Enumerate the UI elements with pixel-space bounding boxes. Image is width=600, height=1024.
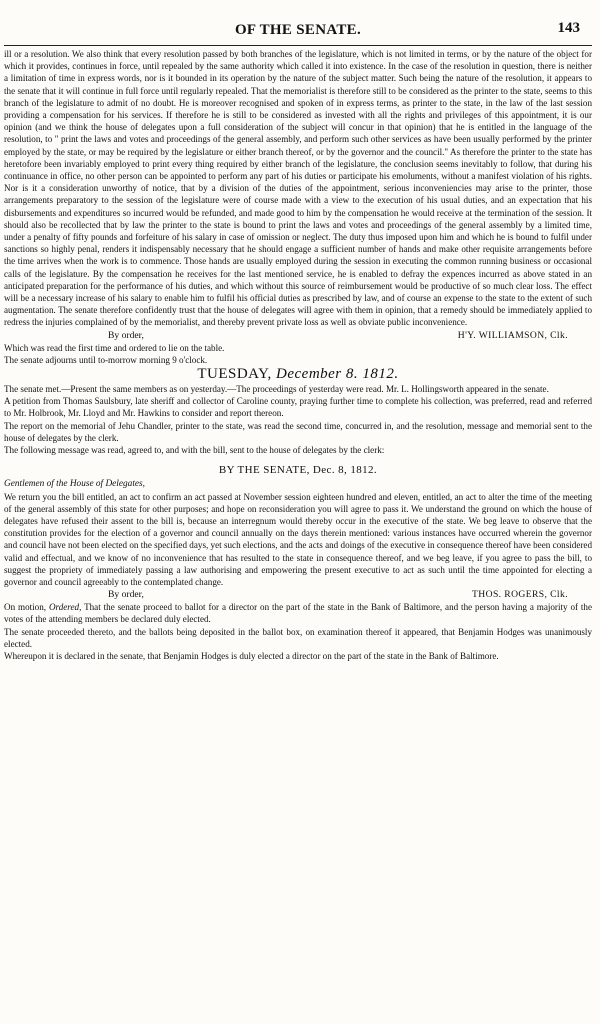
signature-by-order: By order, xyxy=(108,329,144,341)
signature-name: H'Y. WILLIAMSON, Clk. xyxy=(457,329,568,341)
paragraph-memorial-report: ill or a resolution. We also think that every resolution passed by both branches of the legislature, which is not limited in terms, or by the nature of the object for which it provides, continues in force, until repealed by the same authority which called it into existence. In the case of the resolution in question, there is neither a limitation of time in express words, nor is it bounded in its operation by the nature of the subject matter. Such being the nature of the resolution, it appears to the senate that it will continue in full force until regularly repealed. That the memorialist is therefore still to be considered as the printer to the state, seems to this branch of the legislature to admit of no doubt. He is moreover recognised and spoken of in express terms, as printer to the state, in the law of the last session providing a compensation for his services. If therefore he is still to be considered as invested with all the rights and privileges of this appointment, it is our opinion (and we think the house of delegates upon a full consideration of the subject will concur in that opinion) that he is entitled in the language of the resolution, to " print the laws and votes and proceedings of the general assembly, and perform such other services as have been usually performed by the printer employed by the state, or may be required by the legislature or either branch thereof, or by the governor and the council." As therefore the printer to the state has heretofore been invariably employed to print every thing required by either branch of the legislature, the conclusion seems inevitably to follow, that during his continuance in office, no other person can be appointed to perform any part of his duties or participate his emoluments, without a manifest violation of his rights. Nor is it a consideration unworthy of notice, that by a division of the duties of the appointment, serious inconveniencies may arise to the printer, those arrangements preparatory to the session of the legislature were of course made with a view to the execution of his usual duties, and an expectation that his disbursements and expenditures so incurred would be refunded, and made good to him by the compensation he would receive at the termination of the session. It should also be recollected that by law the printer to the state is bound to print the laws and votes and proceedings of the general assembly by a limited time, under a penalty of fifty pounds and forfeiture of his salary in case of omission or neglect. The duty thus imposed upon him and which he is bound to fulfil under sanctions so highly penal, renders it indispensably necessary that he should engage a sufficient number of hands and make other requisite arrangements before the time arrives when the work is to commence. Those hands are usually employed during the session in executing the common running business or occasional calls of the legislature. By the compensation he receives for the last mentioned service, he is enabled to defray the expences incurred as above stated in an anticipated preparation for the performance of his duties, and which without this source of reimbursement would be productive of so much clear loss. The effect will be a necessary increase of his salary to enable him to fulfil his official duties as prescribed by law, and of course an expense to the state to the extent of such augmentation. The senate therefore confidently trust that the house of delegates will agree with them in opinion, that a remedy should be immediately applied to redress the injuries complained of by the memorialist, and thereby prevent private loss as well as obviate public inconvenience. xyxy=(4,49,592,328)
paragraph-message-bill: We return you the bill entitled, an act to confirm an act passed at November session eighteen hundred and eleven, entitled, an act to alter the time of the meeting of the general assembly of this state for other purposes; and hope on reconsideration you will agree to pass it. We understand the ground on which the house of delegates have refused their assent to the bill is, because an interregnum would thereby occur in the executive of the state. We beg leave to observe that the constitution provides for the election of a governor and council annually on the days therein mentioned: various instances have occurred wherein the governor and council have not been elected on the specified days, yet such elections, and the acts and doings of the executive in consequence thereof have been considered valid and effectual, and we know of no inconvenience that has resulted to the state in consequence thereof, and we beg leave, if you agree to pass the bill, to suggest the propriety of immediately passing a law authorising and empowering the present executive to act as such until the time appointed for electing a governor and council agreeably to the contemplated change. xyxy=(4,491,592,587)
signature-name: THOS. ROGERS, Clk. xyxy=(472,589,568,601)
motion-lead: On motion, xyxy=(4,602,49,613)
motion-ordered: Ordered, xyxy=(48,602,82,613)
date-rest: December 8. 1812. xyxy=(276,366,399,383)
paragraph-following-message: The following message was read, agreed to, and with the bill, sent to the house of delegates by the clerk: xyxy=(4,445,385,456)
date-heading xyxy=(4,366,592,383)
paragraph-declared-elected: Whereupon it is declared in the senate, that Benjamin Hodges is duly elected a director on the part of the state in the Bank of Baltimore. xyxy=(4,650,499,661)
paragraph-ballot-motion xyxy=(4,601,592,625)
page-number: 143 xyxy=(557,20,580,36)
motion-rest: That the senate proceed to ballot for a director on the part of the state in the Bank of Baltimore, and the person having a majority of the votes of the attending members be declared duly elected. xyxy=(4,602,593,625)
header-rule xyxy=(4,45,592,46)
section-heading: BY THE SENATE, Dec. 8, 1812. xyxy=(218,464,378,477)
signature-by-order: By order, xyxy=(108,589,144,601)
paragraph-adjourns: The senate adjourns until to-morrow morning 9 o'clock. xyxy=(4,354,208,365)
date-day: TUESDAY, xyxy=(197,366,272,383)
paragraph-ballot-result: The senate proceeded thereto, and the ballots being deposited in the ballot box, on examination thereof it appeared, that Benjamin Hodges was unanimously elected. xyxy=(4,626,592,649)
paragraph-senate-met: The senate met.—Present the same members as on yesterday.—The proceedings of yesterday were read. Mr. L. Hollingsworth appeared in the senate. xyxy=(4,384,549,395)
page-header xyxy=(4,22,592,44)
signature-williamson xyxy=(4,329,592,342)
signature-rogers xyxy=(4,588,592,601)
paragraph-petition: A petition from Thomas Saulsbury, late sheriff and collector of Caroline county, praying further time to complete his collection, was preferred, read and referred to Mr. Holbrook, Mr. Lloyd and Mr. Hawkins to consider and report thereon. xyxy=(4,396,592,419)
paragraph-report-memorial: The report on the memorial of Jehu Chandler, printer to the state, was read the second time, concurred in, and the resolution, message and memorial sent to the house of delegates by the clerk. xyxy=(4,420,592,443)
paragraph-read-first-time: Which was read the first time and ordered to lie on the table. xyxy=(4,342,225,353)
document-body xyxy=(4,48,592,662)
running-head: OF THE SENATE. xyxy=(234,22,362,38)
salutation: Gentlemen of the House of Delegates, xyxy=(4,479,145,490)
